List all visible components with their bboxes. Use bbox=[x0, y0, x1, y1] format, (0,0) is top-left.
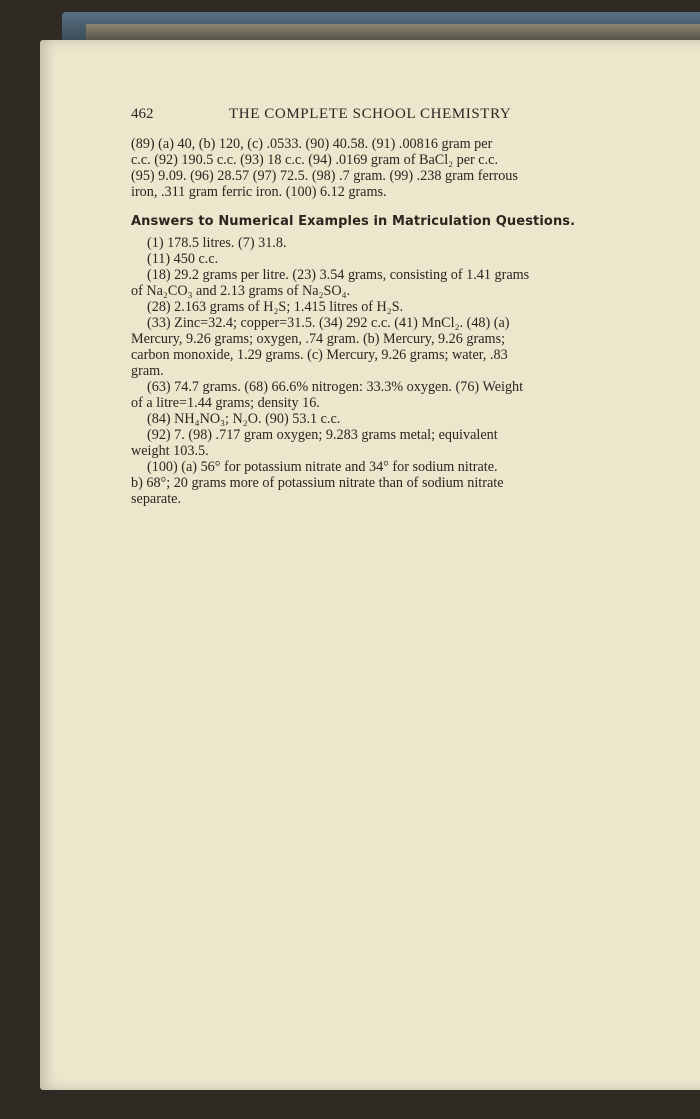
answer-paragraph bbox=[131, 251, 700, 267]
text-line: (84) NH₄NO₃; N₂O. (90) 53.1 c.c. bbox=[147, 411, 341, 427]
answer-paragraph bbox=[131, 379, 700, 411]
running-head: THE COMPLETE SCHOOL CHEMISTRY bbox=[229, 106, 512, 122]
book-page bbox=[40, 40, 700, 1090]
page-header bbox=[131, 106, 700, 126]
text-line: (63) 74.7 grams. (68) 66.6% nitrogen: 33.3% oxygen. (76) Weight bbox=[147, 379, 524, 395]
text-line: c.c. (92) 190.5 c.c. (93) 18 c.c. (94) .0169 gram of BaCl₂ per c.c. bbox=[131, 152, 498, 168]
text-line: b) 68°; 20 grams more of potassium nitrate than of sodium nitrate bbox=[131, 475, 504, 491]
text-line: (89) (a) 40, (b) 120, (c) .0533. (90) 40.58. (91) .00816 gram per bbox=[131, 136, 493, 152]
section-heading: Answers to Numerical Examples in Matriculation Questions. bbox=[131, 214, 576, 229]
text-line: of Na₂CO₃ and 2.13 grams of Na₂SO₄. bbox=[131, 283, 351, 299]
text-line: (95) 9.09. (96) 28.57 (97) 72.5. (98) .7 gram. (99) .238 gram ferrous bbox=[131, 168, 518, 184]
page-number: 462 bbox=[131, 106, 154, 122]
text-line: gram. bbox=[131, 363, 164, 379]
text-line: of a litre=1.44 grams; density 16. bbox=[131, 395, 320, 411]
text-line: (33) Zinc=32.4; copper=31.5. (34) 292 c.c. (41) MnCl₂. (48) (a) bbox=[147, 315, 510, 331]
text-line: Mercury, 9.26 grams; oxygen, .74 gram. (b) Mercury, 9.26 grams; bbox=[131, 331, 506, 347]
answer-paragraph bbox=[131, 299, 700, 315]
text-line: iron, .311 gram ferric iron. (100) 6.12 grams. bbox=[131, 184, 387, 200]
text-line: (28) 2.163 grams of H₂S; 1.415 litres of H₂S. bbox=[147, 299, 404, 315]
text-line: (92) 7. (98) .717 gram oxygen; 9.283 grams metal; equivalent bbox=[147, 427, 498, 443]
answer-paragraph bbox=[131, 235, 700, 251]
answers-continued-block bbox=[131, 136, 700, 200]
text-line: carbon monoxide, 1.29 grams. (c) Mercury, 9.26 grams; water, .83 bbox=[131, 347, 508, 363]
book-page-edges bbox=[86, 24, 700, 40]
text-line: weight 103.5. bbox=[131, 443, 209, 459]
text-line: (1) 178.5 litres. (7) 31.8. bbox=[147, 235, 287, 251]
answer-paragraph bbox=[131, 315, 700, 379]
answer-paragraph bbox=[131, 427, 700, 459]
answer-paragraph bbox=[131, 411, 700, 427]
page-content bbox=[131, 106, 700, 507]
matriculation-answers bbox=[131, 235, 700, 507]
text-line: separate. bbox=[131, 491, 182, 507]
text-line: (11) 450 c.c. bbox=[147, 251, 219, 267]
answer-paragraph bbox=[131, 459, 700, 507]
answer-paragraph bbox=[131, 267, 700, 299]
text-line: (18) 29.2 grams per litre. (23) 3.54 grams, consisting of 1.41 grams bbox=[147, 267, 530, 283]
text-line: (100) (a) 56° for potassium nitrate and 34° for sodium nitrate. bbox=[147, 459, 498, 475]
